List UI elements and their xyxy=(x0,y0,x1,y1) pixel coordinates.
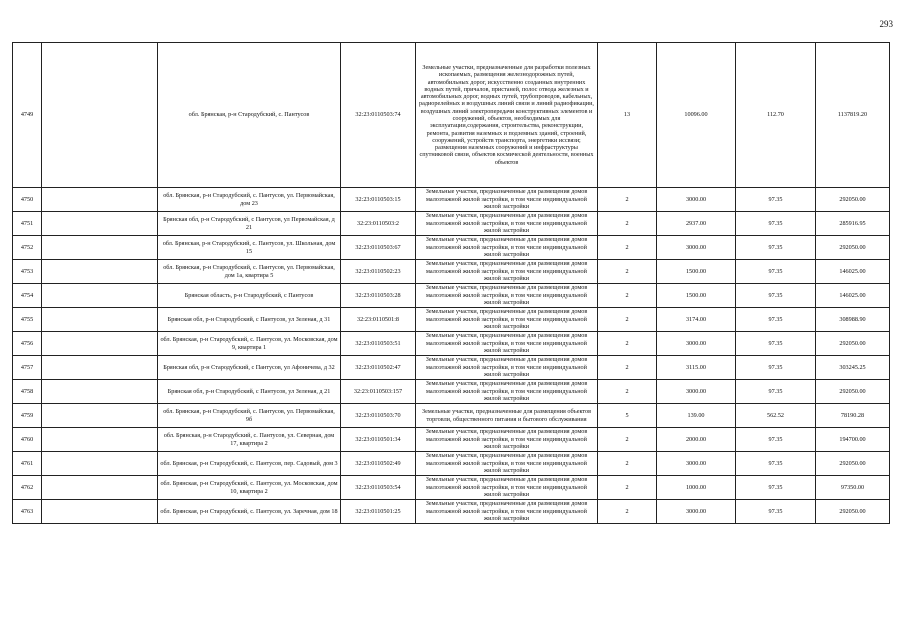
page-number: 293 xyxy=(879,19,893,29)
land-use-purpose-cell: Земельные участки, предназначенные для размещения домов малоэтажной жилой застройки, в том числе индивидуальной жилой застройки xyxy=(416,380,598,404)
blank-cell xyxy=(42,188,158,212)
use-group-code-cell: 2 xyxy=(598,260,657,284)
use-group-code-cell: 2 xyxy=(598,476,657,500)
address-cell: Брянская обл, р-н Стародубский, с Пантусов, ул Первомайская, д 21 xyxy=(158,212,341,236)
land-use-purpose-cell: Земельные участки, предназначенные для размещения домов малоэтажной жилой застройки, в том числе индивидуальной жилой застройки xyxy=(416,452,598,476)
use-group-code-cell: 2 xyxy=(598,236,657,260)
cadastral-number-cell: 32:23:0110503:28 xyxy=(341,284,416,308)
cadastral-number-cell: 32:23:0110501:8 xyxy=(341,308,416,332)
use-group-code-cell: 2 xyxy=(598,500,657,524)
row-number-cell: 4763 xyxy=(13,500,42,524)
table-row xyxy=(13,476,890,500)
area-cell: 3000.00 xyxy=(657,236,736,260)
cadastral-value-cell: 292050.00 xyxy=(816,452,890,476)
table-row xyxy=(13,43,890,188)
use-group-code-cell: 5 xyxy=(598,404,657,428)
blank-cell xyxy=(42,260,158,284)
address-cell: Брянская обл, р-н Стародубский, с Пантусов, ул Афоничева, д 32 xyxy=(158,356,341,380)
blank-cell xyxy=(42,284,158,308)
area-cell: 3000.00 xyxy=(657,380,736,404)
cadastral-number-cell: 32:23:0110503:15 xyxy=(341,188,416,212)
area-cell: 3000.00 xyxy=(657,500,736,524)
cadastral-value-cell: 292050.00 xyxy=(816,236,890,260)
blank-cell xyxy=(42,332,158,356)
land-use-purpose-cell: Земельные участки, предназначенные для размещения домов малоэтажной жилой застройки, в том числе индивидуальной жилой застройки xyxy=(416,188,598,212)
cadastral-number-cell: 32:23:0110501:25 xyxy=(341,500,416,524)
row-number-cell: 4753 xyxy=(13,260,42,284)
specific-value-cell: 97.35 xyxy=(736,500,816,524)
use-group-code-cell: 2 xyxy=(598,212,657,236)
specific-value-cell: 112.70 xyxy=(736,43,816,188)
land-use-purpose-cell: Земельные участки, предназначенные для размещения домов малоэтажной жилой застройки, в том числе индивидуальной жилой застройки xyxy=(416,500,598,524)
specific-value-cell: 97.35 xyxy=(736,308,816,332)
area-cell: 2937.00 xyxy=(657,212,736,236)
address-cell: Брянская область, р-н Стародубский, с Пантусов xyxy=(158,284,341,308)
address-cell: обл. Брянская, р-н Стародубский, с. Пантусов, ул. Первомайская, дом 1а, квартира 5 xyxy=(158,260,341,284)
specific-value-cell: 97.35 xyxy=(736,428,816,452)
specific-value-cell: 97.35 xyxy=(736,236,816,260)
row-number-cell: 4761 xyxy=(13,452,42,476)
table-row xyxy=(13,356,890,380)
cadastral-number-cell: 32:23:0110502:49 xyxy=(341,452,416,476)
area-cell: 3000.00 xyxy=(657,188,736,212)
use-group-code-cell: 2 xyxy=(598,452,657,476)
land-use-purpose-cell: Земельные участки, предназначенные для размещения домов малоэтажной жилой застройки, в том числе индивидуальной жилой застройки xyxy=(416,236,598,260)
use-group-code-cell: 2 xyxy=(598,284,657,308)
cadastral-number-cell: 32:23:0110503:157 xyxy=(341,380,416,404)
cadastral-value-cell: 146025.00 xyxy=(816,260,890,284)
row-number-cell: 4754 xyxy=(13,284,42,308)
address-cell: обл. Брянская, р-н Стародубский, с. Пантусов, ул. Первомайская, дом 23 xyxy=(158,188,341,212)
use-group-code-cell: 2 xyxy=(598,332,657,356)
row-number-cell: 4758 xyxy=(13,380,42,404)
land-use-purpose-cell: Земельные участки, предназначенные для размещения домов малоэтажной жилой застройки, в том числе индивидуальной жилой застройки xyxy=(416,212,598,236)
row-number-cell: 4756 xyxy=(13,332,42,356)
use-group-code-cell: 13 xyxy=(598,43,657,188)
specific-value-cell: 562.52 xyxy=(736,404,816,428)
table-body xyxy=(13,43,890,524)
row-number-cell: 4762 xyxy=(13,476,42,500)
table-row xyxy=(13,236,890,260)
specific-value-cell: 97.35 xyxy=(736,476,816,500)
cadastral-value-cell: 1137819.20 xyxy=(816,43,890,188)
land-use-purpose-cell: Земельные участки, предназначенные для размещения домов малоэтажной жилой застройки, в том числе индивидуальной жилой застройки xyxy=(416,356,598,380)
cadastral-value-cell: 292050.00 xyxy=(816,380,890,404)
cadastral-number-cell: 32:23:0110503:2 xyxy=(341,212,416,236)
blank-cell xyxy=(42,356,158,380)
table-row xyxy=(13,212,890,236)
blank-cell xyxy=(42,500,158,524)
use-group-code-cell: 2 xyxy=(598,188,657,212)
cadastral-value-cell: 292050.00 xyxy=(816,188,890,212)
cadastral-value-cell: 97350.00 xyxy=(816,476,890,500)
area-cell: 139.00 xyxy=(657,404,736,428)
cadastral-number-cell: 32:23:0110503:54 xyxy=(341,476,416,500)
cadastral-number-cell: 32:23:0110502:47 xyxy=(341,356,416,380)
area-cell: 1000.00 xyxy=(657,476,736,500)
area-cell: 3000.00 xyxy=(657,452,736,476)
specific-value-cell: 97.35 xyxy=(736,452,816,476)
address-cell: обл. Брянская, р-н Стародубский, с. Пантусов, ул. Московская, дом 9, квартира 1 xyxy=(158,332,341,356)
row-number-cell: 4749 xyxy=(13,43,42,188)
cadastral-value-cell: 194700.00 xyxy=(816,428,890,452)
specific-value-cell: 97.35 xyxy=(736,212,816,236)
table-row xyxy=(13,380,890,404)
address-cell: обл. Брянская, р-н Стародубский, с. Пантусов, ул. Школьная, дом 15 xyxy=(158,236,341,260)
area-cell: 3000.00 xyxy=(657,332,736,356)
area-cell: 10096.00 xyxy=(657,43,736,188)
row-number-cell: 4759 xyxy=(13,404,42,428)
land-use-purpose-cell: Земельные участки, предназначенные для размещения домов малоэтажной жилой застройки, в том числе индивидуальной жилой застройки xyxy=(416,260,598,284)
table-row xyxy=(13,284,890,308)
cadastral-number-cell: 32:23:0110503:67 xyxy=(341,236,416,260)
use-group-code-cell: 2 xyxy=(598,380,657,404)
cadastral-value-cell: 285916.95 xyxy=(816,212,890,236)
table-row xyxy=(13,452,890,476)
specific-value-cell: 97.35 xyxy=(736,332,816,356)
blank-cell xyxy=(42,236,158,260)
address-cell: обл. Брянская, р-н Стародубский, с. Пантусов, ул. Заречная, дом 18 xyxy=(158,500,341,524)
address-cell: Брянская обл, р-н Стародубский, с Пантусов, ул Зеленая, д 31 xyxy=(158,308,341,332)
row-number-cell: 4757 xyxy=(13,356,42,380)
address-cell: обл. Брянская, р-н Стародубский, с. Пантусов, ул. Московская, дом 10, квартира 2 xyxy=(158,476,341,500)
cadastral-number-cell: 32:23:0110503:51 xyxy=(341,332,416,356)
address-cell: обл. Брянская, р-н Стародубский, с. Пантусов xyxy=(158,43,341,188)
cadastral-value-cell: 292050.00 xyxy=(816,500,890,524)
row-number-cell: 4755 xyxy=(13,308,42,332)
table-row xyxy=(13,188,890,212)
land-use-purpose-cell: Земельные участки, предназначенные для размещения домов малоэтажной жилой застройки, в том числе индивидуальной жилой застройки xyxy=(416,476,598,500)
row-number-cell: 4750 xyxy=(13,188,42,212)
area-cell: 2000.00 xyxy=(657,428,736,452)
blank-cell xyxy=(42,308,158,332)
use-group-code-cell: 2 xyxy=(598,308,657,332)
area-cell: 1500.00 xyxy=(657,260,736,284)
address-cell: обл. Брянская, р-н Стародубский, с. Пантусов, ул. Первомайская, 9б xyxy=(158,404,341,428)
cadastral-value-cell: 308988.90 xyxy=(816,308,890,332)
row-number-cell: 4760 xyxy=(13,428,42,452)
cadastral-value-cell: 78190.28 xyxy=(816,404,890,428)
cadastral-number-cell: 32:23:0110503:74 xyxy=(341,43,416,188)
cadastral-value-cell: 146025.00 xyxy=(816,284,890,308)
blank-cell xyxy=(42,212,158,236)
row-number-cell: 4751 xyxy=(13,212,42,236)
table-row xyxy=(13,500,890,524)
use-group-code-cell: 2 xyxy=(598,356,657,380)
land-use-purpose-cell: Земельные участки, предназначенные для размещения домов малоэтажной жилой застройки, в том числе индивидуальной жилой застройки xyxy=(416,428,598,452)
area-cell: 3115.00 xyxy=(657,356,736,380)
land-use-purpose-cell: Земельные участки, предназначенные для размещения домов малоэтажной жилой застройки, в том числе индивидуальной жилой застройки xyxy=(416,332,598,356)
blank-cell xyxy=(42,404,158,428)
cadastral-value-table xyxy=(12,42,890,524)
table-row xyxy=(13,404,890,428)
row-number-cell: 4752 xyxy=(13,236,42,260)
blank-cell xyxy=(42,43,158,188)
address-cell: Брянская обл, р-н Стародубский, с Пантусов, ул Зеленая, д 21 xyxy=(158,380,341,404)
land-use-purpose-cell: Земельные участки, предназначенные для разработки полезных ископаемых, размещения железнодорожных путей, автомобильных дорог, искусственно созданных внутренних водных путей, причалов, пристаней, полос отвода железных и автомобильных дорог, водных путей, трубопроводов, кабельных, радиорелейных и воздушных линий связи и линий радиофикации, воздушных линий электропередачи конструктивных элементов и сооружений, объектов, необходимых для эксплуатации,содержания, строительства, реконструкции, ремонта, развития наземных и подземных зданий, строений, сооружений, устройств транспорта, энергетики иссвязи; размещения наземных сооружений и инфраструктуры спутниковой связи, объектов космической деятельности, военных объектов xyxy=(416,43,598,188)
cadastral-number-cell: 32:23:0110502:23 xyxy=(341,260,416,284)
address-cell: обл. Брянская, р-н Стародубский, с. Пантусов, ул. Северная, дом 17, квартира 2 xyxy=(158,428,341,452)
specific-value-cell: 97.35 xyxy=(736,284,816,308)
land-use-purpose-cell: Земельные участки, предназначенные для размещения домов малоэтажной жилой застройки, в том числе индивидуальной жилой застройки xyxy=(416,308,598,332)
area-cell: 3174.00 xyxy=(657,308,736,332)
area-cell: 1500.00 xyxy=(657,284,736,308)
cadastral-number-cell: 32:23:0110501:34 xyxy=(341,428,416,452)
cadastral-value-cell: 292050.00 xyxy=(816,332,890,356)
blank-cell xyxy=(42,452,158,476)
blank-cell xyxy=(42,380,158,404)
land-use-purpose-cell: Земельные участки, предназначенные для размещения объектов торговли, общественного питания и бытового обслуживания xyxy=(416,404,598,428)
specific-value-cell: 97.35 xyxy=(736,356,816,380)
specific-value-cell: 97.35 xyxy=(736,188,816,212)
specific-value-cell: 97.35 xyxy=(736,260,816,284)
table-row xyxy=(13,308,890,332)
address-cell: обл. Брянская, р-н Стародубский, с. Пантусов, пер. Садовый, дом 3 xyxy=(158,452,341,476)
cadastral-value-cell: 303245.25 xyxy=(816,356,890,380)
table-row xyxy=(13,428,890,452)
table-row xyxy=(13,260,890,284)
blank-cell xyxy=(42,476,158,500)
blank-cell xyxy=(42,428,158,452)
use-group-code-cell: 2 xyxy=(598,428,657,452)
land-use-purpose-cell: Земельные участки, предназначенные для размещения домов малоэтажной жилой застройки, в том числе индивидуальной жилой застройки xyxy=(416,284,598,308)
table-row xyxy=(13,332,890,356)
cadastral-number-cell: 32:23:0110503:70 xyxy=(341,404,416,428)
specific-value-cell: 97.35 xyxy=(736,380,816,404)
